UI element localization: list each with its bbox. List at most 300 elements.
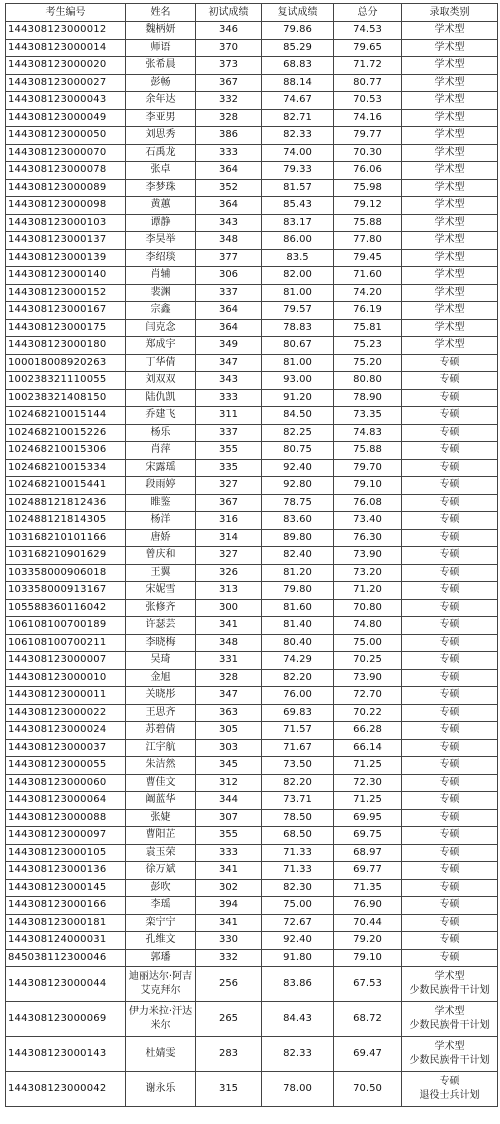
exam-id-cell: 102488121814305 (6, 512, 126, 530)
retest-score-cell: 81.20 (262, 564, 334, 582)
initial-score-cell: 312 (196, 774, 262, 792)
table-row (6, 967, 498, 1002)
initial-score-cell: 345 (196, 757, 262, 775)
total-score-cell: 79.12 (334, 197, 402, 215)
exam-id-cell: 144308123000103 (6, 214, 126, 232)
total-score-cell: 71.20 (334, 582, 402, 600)
initial-score-cell: 306 (196, 267, 262, 285)
name-cell: 魏柄妍 (126, 22, 196, 40)
admission-type-label: 专硕 (439, 1076, 460, 1087)
admission-type-cell (402, 144, 498, 162)
admission-type-label: 学术型 (434, 339, 465, 351)
retest-score-cell: 74.67 (262, 92, 334, 110)
name-cell: 张婕 (126, 809, 196, 827)
name-cell: 徐万斌 (126, 862, 196, 880)
table-row (6, 354, 498, 372)
name-cell: 宋妮雪 (126, 582, 196, 600)
initial-score-cell: 341 (196, 617, 262, 635)
admission-type-cell (402, 337, 498, 355)
table-row (6, 634, 498, 652)
retest-score-cell: 89.80 (262, 529, 334, 547)
retest-score-cell: 74.00 (262, 144, 334, 162)
initial-score-cell: 332 (196, 949, 262, 967)
retest-score-cell: 78.83 (262, 319, 334, 337)
exam-id-cell: 144308123000070 (6, 144, 126, 162)
admission-table (5, 3, 498, 1107)
exam-id-cell: 144308123000069 (6, 1002, 126, 1037)
total-score-cell: 75.20 (334, 354, 402, 372)
admission-type-label: 专硕 (439, 846, 460, 858)
exam-id-cell: 106108100700211 (6, 634, 126, 652)
exam-id-cell: 103168210101166 (6, 529, 126, 547)
name-cell: 刘双双 (126, 372, 196, 390)
admission-type-cell (402, 617, 498, 635)
table-row (6, 494, 498, 512)
table-row (6, 214, 498, 232)
name-cell: 孔维文 (126, 932, 196, 950)
table-row (6, 652, 498, 670)
admission-type-cell (402, 897, 498, 915)
table-row (6, 74, 498, 92)
admission-type-label: 专硕 (439, 566, 460, 578)
initial-score-cell: 333 (196, 389, 262, 407)
table-row (6, 1037, 498, 1072)
admission-type-label: 专硕 (439, 654, 460, 666)
initial-score-cell: 327 (196, 547, 262, 565)
admission-type-cell (402, 792, 498, 810)
name-cell: 阚蓝华 (126, 792, 196, 810)
admission-type-cell (402, 564, 498, 582)
exam-id-cell: 144308123000022 (6, 704, 126, 722)
exam-id-cell: 144308123000143 (6, 1037, 126, 1072)
retest-score-cell: 82.25 (262, 424, 334, 442)
initial-score-cell: 332 (196, 92, 262, 110)
exam-id-cell: 102468210015226 (6, 424, 126, 442)
retest-score-cell: 82.00 (262, 267, 334, 285)
admission-type-label: 学术型 (434, 251, 465, 263)
initial-score-cell: 256 (196, 967, 262, 1002)
admission-type-label: 学术型 (434, 59, 465, 71)
name-cell: 彭畅 (126, 74, 196, 92)
retest-score-cell: 93.00 (262, 372, 334, 390)
admission-type-label: 学术型 (434, 286, 465, 298)
initial-score-cell: 341 (196, 914, 262, 932)
table-row (6, 477, 498, 495)
admission-type-cell (402, 739, 498, 757)
admission-type-label: 专硕 (439, 461, 460, 473)
admission-type-label: 专硕 (439, 426, 460, 438)
table-row (6, 179, 498, 197)
admission-type-label: 专硕 (439, 391, 460, 403)
admission-type-label: 学术型 (434, 41, 465, 53)
initial-score-cell: 364 (196, 162, 262, 180)
retest-score-cell: 69.83 (262, 704, 334, 722)
name-cell: 谢永乐 (126, 1072, 196, 1107)
table-row (6, 564, 498, 582)
exam-id-cell: 144308123000137 (6, 232, 126, 250)
admission-type-cell (402, 687, 498, 705)
admission-type-cell (402, 39, 498, 57)
retest-score-cell: 82.71 (262, 109, 334, 127)
name-cell: 余年达 (126, 92, 196, 110)
total-score-cell: 72.30 (334, 774, 402, 792)
exam-id-cell: 102468210015334 (6, 459, 126, 477)
name-cell: 师语 (126, 39, 196, 57)
initial-score-cell: 341 (196, 862, 262, 880)
name-cell: 许瑟芸 (126, 617, 196, 635)
retest-score-cell: 82.30 (262, 879, 334, 897)
total-score-cell: 69.95 (334, 809, 402, 827)
retest-score-cell: 92.40 (262, 459, 334, 477)
exam-id-cell: 144308123000181 (6, 914, 126, 932)
initial-score-cell: 327 (196, 477, 262, 495)
initial-score-cell: 344 (196, 792, 262, 810)
retest-score-cell: 83.17 (262, 214, 334, 232)
exam-id-cell: 103168210901629 (6, 547, 126, 565)
admission-type-label: 学术型 (434, 199, 465, 211)
name-cell: 刘思秀 (126, 127, 196, 145)
total-score-cell: 76.19 (334, 302, 402, 320)
initial-score-cell: 333 (196, 144, 262, 162)
table-row (6, 57, 498, 75)
admission-plan-label: 退役士兵计划 (419, 1090, 480, 1101)
retest-score-cell: 91.20 (262, 389, 334, 407)
admission-type-cell (402, 109, 498, 127)
retest-score-cell: 83.86 (262, 967, 334, 1002)
exam-id-cell: 144308123000098 (6, 197, 126, 215)
retest-score-cell: 85.29 (262, 39, 334, 57)
table-row (6, 792, 498, 810)
table-row (6, 932, 498, 950)
exam-id-cell: 144308123000175 (6, 319, 126, 337)
table-row (6, 599, 498, 617)
initial-score-cell: 283 (196, 1037, 262, 1072)
admission-type-cell (402, 127, 498, 145)
total-score-cell: 79.45 (334, 249, 402, 267)
retest-score-cell: 78.50 (262, 809, 334, 827)
initial-score-cell: 348 (196, 634, 262, 652)
name-cell: 曹佳文 (126, 774, 196, 792)
table-row (6, 232, 498, 250)
admission-type-label: 学术型 (434, 181, 465, 193)
table-row (6, 319, 498, 337)
admission-type-label: 专硕 (439, 794, 460, 806)
exam-id-cell: 144308123000136 (6, 862, 126, 880)
total-score-cell: 77.80 (334, 232, 402, 250)
name-cell: 李绍琰 (126, 249, 196, 267)
table-row (6, 722, 498, 740)
admission-type-label: 学术型 (434, 76, 465, 88)
admission-type-label: 专硕 (439, 374, 460, 386)
table-row (6, 529, 498, 547)
admission-type-label: 专硕 (439, 689, 460, 701)
retest-score-cell: 71.33 (262, 862, 334, 880)
admission-type-cell (402, 512, 498, 530)
admission-type-cell (402, 652, 498, 670)
admission-type-cell (402, 722, 498, 740)
admission-type-cell (402, 354, 498, 372)
total-score-cell: 79.65 (334, 39, 402, 57)
admission-type-label: 专硕 (439, 356, 460, 368)
exam-id-cell: 144308123000105 (6, 844, 126, 862)
name-cell: 曹阳芷 (126, 827, 196, 845)
name-cell: 伊力米拉·汗达米尔 (126, 1002, 196, 1037)
admission-type-cell (402, 57, 498, 75)
retest-score-cell: 76.00 (262, 687, 334, 705)
total-score-cell: 71.25 (334, 792, 402, 810)
header-name: 姓名 (126, 4, 196, 22)
total-score-cell: 71.35 (334, 879, 402, 897)
exam-id-cell: 144308123000140 (6, 267, 126, 285)
initial-score-cell: 346 (196, 22, 262, 40)
admission-type-cell (402, 547, 498, 565)
name-cell: 张卓 (126, 162, 196, 180)
admission-type-cell (402, 582, 498, 600)
retest-score-cell: 81.60 (262, 599, 334, 617)
initial-score-cell: 335 (196, 459, 262, 477)
total-score-cell: 71.72 (334, 57, 402, 75)
admission-type-label: 学术型 (434, 304, 465, 316)
total-score-cell: 74.20 (334, 284, 402, 302)
admission-type-cell (402, 1037, 498, 1072)
initial-score-cell: 347 (196, 354, 262, 372)
exam-id-cell: 105588360116042 (6, 599, 126, 617)
admission-type-label: 专硕 (439, 496, 460, 508)
admission-type-cell (402, 1002, 498, 1037)
admission-plan-label: 少数民族骨干计划 (409, 985, 490, 996)
exam-id-cell: 100238321110055 (6, 372, 126, 390)
exam-id-cell: 144308123000145 (6, 879, 126, 897)
initial-score-cell: 348 (196, 232, 262, 250)
initial-score-cell: 364 (196, 197, 262, 215)
retest-score-cell: 75.00 (262, 897, 334, 915)
exam-id-cell: 144308123000078 (6, 162, 126, 180)
retest-score-cell: 71.67 (262, 739, 334, 757)
name-cell: 金旭 (126, 669, 196, 687)
initial-score-cell: 367 (196, 74, 262, 92)
header-row (6, 4, 498, 22)
total-score-cell: 74.83 (334, 424, 402, 442)
table-row (6, 687, 498, 705)
admission-type-label: 专硕 (439, 916, 460, 928)
name-cell: 关晓彤 (126, 687, 196, 705)
name-cell: 丁华倩 (126, 354, 196, 372)
exam-id-cell: 144308123000020 (6, 57, 126, 75)
total-score-cell: 69.47 (334, 1037, 402, 1072)
admission-type-cell (402, 92, 498, 110)
total-score-cell: 66.14 (334, 739, 402, 757)
table-row (6, 372, 498, 390)
admission-type-label: 专硕 (439, 636, 460, 648)
name-cell: 袁玉荣 (126, 844, 196, 862)
admission-type-cell (402, 967, 498, 1002)
total-score-cell: 76.06 (334, 162, 402, 180)
name-cell: 栾宁宁 (126, 914, 196, 932)
initial-score-cell: 343 (196, 372, 262, 390)
initial-score-cell: 313 (196, 582, 262, 600)
retest-score-cell: 82.40 (262, 547, 334, 565)
admission-type-label: 学术型 (434, 971, 465, 982)
admission-type-cell (402, 879, 498, 897)
name-cell: 睢鉴 (126, 494, 196, 512)
admission-type-label: 专硕 (439, 811, 460, 823)
admission-type-cell (402, 424, 498, 442)
initial-score-cell: 303 (196, 739, 262, 757)
name-cell: 李梦珠 (126, 179, 196, 197)
name-cell: 裴渊 (126, 284, 196, 302)
retest-score-cell: 85.43 (262, 197, 334, 215)
total-score-cell: 73.35 (334, 407, 402, 425)
initial-score-cell: 363 (196, 704, 262, 722)
initial-score-cell: 300 (196, 599, 262, 617)
name-cell: 郭璠 (126, 949, 196, 967)
table-row (6, 389, 498, 407)
admission-type-cell (402, 249, 498, 267)
total-score-cell: 70.53 (334, 92, 402, 110)
total-score-cell: 73.20 (334, 564, 402, 582)
retest-score-cell: 79.33 (262, 162, 334, 180)
admission-type-cell (402, 267, 498, 285)
table-row (6, 109, 498, 127)
initial-score-cell: 364 (196, 319, 262, 337)
table-row (6, 22, 498, 40)
admission-type-cell (402, 389, 498, 407)
table-row (6, 39, 498, 57)
total-score-cell: 72.70 (334, 687, 402, 705)
admission-type-cell (402, 197, 498, 215)
admission-type-label: 学术型 (434, 269, 465, 281)
initial-score-cell: 355 (196, 827, 262, 845)
initial-score-cell: 370 (196, 39, 262, 57)
name-cell: 王思齐 (126, 704, 196, 722)
exam-id-cell: 144308123000024 (6, 722, 126, 740)
table-row (6, 92, 498, 110)
admission-type-cell (402, 442, 498, 460)
exam-id-cell: 103358000913167 (6, 582, 126, 600)
name-cell: 李晓梅 (126, 634, 196, 652)
name-cell: 郑成宇 (126, 337, 196, 355)
admission-type-cell (402, 757, 498, 775)
admission-type-label: 专硕 (439, 619, 460, 631)
table-row (6, 809, 498, 827)
admission-type-cell (402, 22, 498, 40)
exam-id-cell: 144308123000166 (6, 897, 126, 915)
exam-id-cell: 144308123000042 (6, 1072, 126, 1107)
admission-type-label: 学术型 (434, 129, 465, 141)
exam-id-cell: 144308123000011 (6, 687, 126, 705)
admission-type-label: 学术型 (434, 94, 465, 106)
admission-type-cell (402, 459, 498, 477)
admission-type-cell (402, 162, 498, 180)
admission-type-cell (402, 774, 498, 792)
retest-score-cell: 71.57 (262, 722, 334, 740)
initial-score-cell: 307 (196, 809, 262, 827)
table-row (6, 704, 498, 722)
exam-id-cell: 144308123000007 (6, 652, 126, 670)
table-body (6, 22, 498, 1107)
table-row (6, 1072, 498, 1107)
initial-score-cell: 394 (196, 897, 262, 915)
exam-id-cell: 103358000906018 (6, 564, 126, 582)
exam-id-cell: 144308123000089 (6, 179, 126, 197)
name-cell: 李瑶 (126, 897, 196, 915)
admission-type-label: 学术型 (434, 164, 465, 176)
total-score-cell: 70.25 (334, 652, 402, 670)
total-score-cell: 74.16 (334, 109, 402, 127)
total-score-cell: 73.90 (334, 547, 402, 565)
exam-id-cell: 102468210015441 (6, 477, 126, 495)
admission-type-label: 专硕 (439, 829, 460, 841)
exam-id-cell: 144308123000064 (6, 792, 126, 810)
exam-id-cell: 144308123000010 (6, 669, 126, 687)
admission-plan-label: 少数民族骨干计划 (409, 1055, 490, 1066)
table-row (6, 757, 498, 775)
retest-score-cell: 81.40 (262, 617, 334, 635)
initial-score-cell: 316 (196, 512, 262, 530)
exam-id-cell: 102488121812436 (6, 494, 126, 512)
exam-id-cell: 144308123000055 (6, 757, 126, 775)
total-score-cell: 75.88 (334, 442, 402, 460)
admission-type-label: 专硕 (439, 759, 460, 771)
name-cell: 肖萍 (126, 442, 196, 460)
retest-score-cell: 78.75 (262, 494, 334, 512)
exam-id-cell: 144308123000139 (6, 249, 126, 267)
table-row (6, 669, 498, 687)
initial-score-cell: 343 (196, 214, 262, 232)
total-score-cell: 69.77 (334, 862, 402, 880)
retest-score-cell: 86.00 (262, 232, 334, 250)
header-admission-type: 录取类别 (402, 4, 498, 22)
admission-type-label: 专硕 (439, 899, 460, 911)
admission-type-cell (402, 407, 498, 425)
initial-score-cell: 337 (196, 284, 262, 302)
name-cell: 谭静 (126, 214, 196, 232)
name-cell: 石禹龙 (126, 144, 196, 162)
admission-type-cell (402, 949, 498, 967)
initial-score-cell: 386 (196, 127, 262, 145)
retest-score-cell: 78.00 (262, 1072, 334, 1107)
retest-score-cell: 68.83 (262, 57, 334, 75)
retest-score-cell: 81.57 (262, 179, 334, 197)
admission-type-label: 学术型 (434, 234, 465, 246)
exam-id-cell: 144308123000037 (6, 739, 126, 757)
initial-score-cell: 315 (196, 1072, 262, 1107)
exam-id-cell: 144308123000088 (6, 809, 126, 827)
name-cell: 苏碧倩 (126, 722, 196, 740)
retest-score-cell: 81.00 (262, 354, 334, 372)
name-cell: 宋露瑶 (126, 459, 196, 477)
total-score-cell: 70.50 (334, 1072, 402, 1107)
retest-score-cell: 83.60 (262, 512, 334, 530)
admission-type-cell (402, 1072, 498, 1107)
initial-score-cell: 349 (196, 337, 262, 355)
name-cell: 朱洁然 (126, 757, 196, 775)
total-score-cell: 75.23 (334, 337, 402, 355)
admission-type-cell (402, 704, 498, 722)
total-score-cell: 71.25 (334, 757, 402, 775)
initial-score-cell: 373 (196, 57, 262, 75)
total-score-cell: 75.98 (334, 179, 402, 197)
retest-score-cell: 82.20 (262, 774, 334, 792)
header-initial-score: 初试成绩 (196, 4, 262, 22)
admission-type-label: 学术型 (434, 1041, 465, 1052)
admission-type-cell (402, 529, 498, 547)
name-cell: 杨乐 (126, 424, 196, 442)
total-score-cell: 80.80 (334, 372, 402, 390)
total-score-cell: 73.40 (334, 512, 402, 530)
exam-id-cell: 144308123000180 (6, 337, 126, 355)
retest-score-cell: 92.80 (262, 477, 334, 495)
